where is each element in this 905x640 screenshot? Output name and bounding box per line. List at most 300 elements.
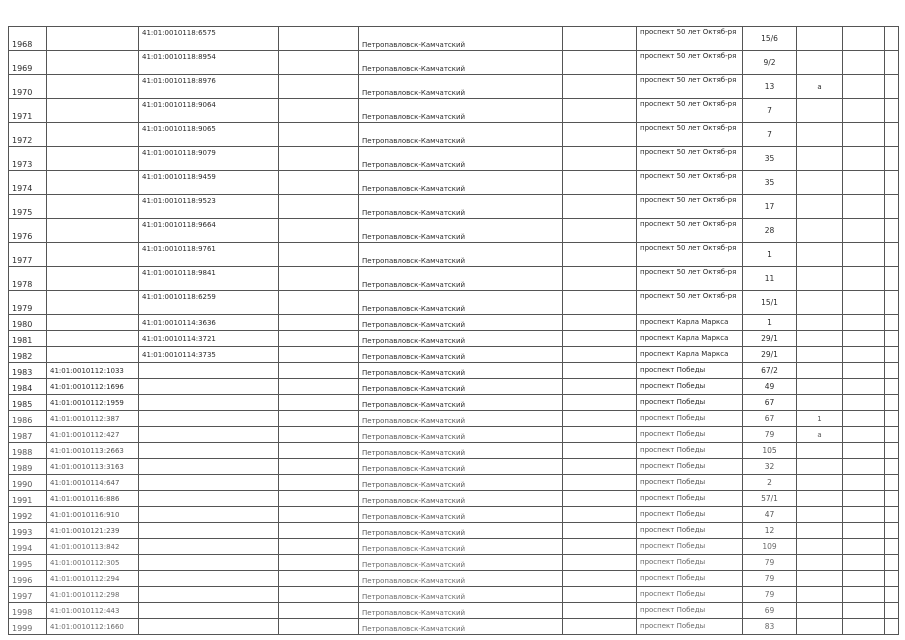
cadastral-number-b-cell: 41:01:0010118:9064: [139, 99, 279, 123]
cadastral-number-b-cell: 41:01:0010118:9841: [139, 267, 279, 291]
cadastral-number-a-cell: 41:01:0010112:1696: [47, 379, 139, 395]
empty-cell: [885, 507, 899, 523]
empty-cell: [843, 491, 885, 507]
empty-cell: [563, 555, 637, 571]
empty-cell: [279, 331, 359, 347]
letter-cell: [797, 51, 843, 75]
row-number-cell: 1971: [9, 99, 47, 123]
empty-cell: [885, 195, 899, 219]
street-cell: проспект Победы: [637, 619, 743, 635]
table-row: [9, 291, 899, 315]
empty-cell: [843, 291, 885, 315]
empty-cell: [279, 123, 359, 147]
cadastral-number-b-cell: [139, 539, 279, 555]
cadastral-number-a-cell: 41:01:0010116:886: [47, 491, 139, 507]
street-cell: проспект 50 лет Октяб-ря: [637, 171, 743, 195]
table-body: [9, 27, 899, 635]
empty-cell: [563, 219, 637, 243]
empty-cell: [279, 507, 359, 523]
house-number-cell: 15/1: [743, 291, 797, 315]
table-row: [9, 475, 899, 491]
row-number-cell: 1991: [9, 491, 47, 507]
letter-cell: [797, 27, 843, 51]
cadastral-number-a-cell: 41:01:0010112:305: [47, 555, 139, 571]
row-number-cell: 1992: [9, 507, 47, 523]
table-row: [9, 27, 899, 51]
row-number-cell: 1976: [9, 219, 47, 243]
cadastral-number-a-cell: 41:01:0010112:427: [47, 427, 139, 443]
table-row: [9, 347, 899, 363]
house-number-cell: 17: [743, 195, 797, 219]
cadastral-number-b-cell: 41:01:0010118:9761: [139, 243, 279, 267]
table-row: [9, 571, 899, 587]
row-number-cell: 1978: [9, 267, 47, 291]
street-cell: проспект Победы: [637, 411, 743, 427]
city-cell: Петропавловск-Камчатский: [359, 51, 563, 75]
cadastral-number-a-cell: [47, 347, 139, 363]
empty-cell: [563, 475, 637, 491]
empty-cell: [885, 603, 899, 619]
table-row: [9, 75, 899, 99]
empty-cell: [843, 571, 885, 587]
cadastral-number-a-cell: [47, 243, 139, 267]
empty-cell: [279, 171, 359, 195]
empty-cell: [885, 243, 899, 267]
empty-cell: [885, 291, 899, 315]
empty-cell: [843, 51, 885, 75]
house-number-cell: 35: [743, 171, 797, 195]
cadastral-number-b-cell: [139, 427, 279, 443]
empty-cell: [885, 395, 899, 411]
empty-cell: [885, 363, 899, 379]
empty-cell: [843, 331, 885, 347]
table-row: [9, 619, 899, 635]
row-number-cell: 1988: [9, 443, 47, 459]
cadastral-number-b-cell: 41:01:0010118:9065: [139, 123, 279, 147]
row-number-cell: 1979: [9, 291, 47, 315]
empty-cell: [563, 379, 637, 395]
house-number-cell: 11: [743, 267, 797, 291]
empty-cell: [279, 219, 359, 243]
cadastral-number-b-cell: [139, 555, 279, 571]
house-number-cell: 67: [743, 395, 797, 411]
house-number-cell: 109: [743, 539, 797, 555]
street-cell: проспект Победы: [637, 539, 743, 555]
empty-cell: [279, 555, 359, 571]
address-register-table: [8, 26, 899, 635]
empty-cell: [885, 443, 899, 459]
street-cell: проспект 50 лет Октяб-ря: [637, 267, 743, 291]
empty-cell: [563, 51, 637, 75]
street-cell: проспект Победы: [637, 491, 743, 507]
empty-cell: [885, 51, 899, 75]
cadastral-number-a-cell: [47, 331, 139, 347]
cadastral-number-a-cell: 41:01:0010113:2663: [47, 443, 139, 459]
empty-cell: [885, 315, 899, 331]
cadastral-number-b-cell: 41:01:0010118:8954: [139, 51, 279, 75]
letter-cell: [797, 267, 843, 291]
cadastral-number-a-cell: [47, 123, 139, 147]
empty-cell: [563, 347, 637, 363]
cadastral-number-b-cell: 41:01:0010114:3735: [139, 347, 279, 363]
row-number-cell: 1972: [9, 123, 47, 147]
house-number-cell: 13: [743, 75, 797, 99]
empty-cell: [279, 427, 359, 443]
table-row: [9, 555, 899, 571]
empty-cell: [279, 347, 359, 363]
empty-cell: [563, 619, 637, 635]
cadastral-number-a-cell: [47, 267, 139, 291]
empty-cell: [843, 411, 885, 427]
empty-cell: [843, 443, 885, 459]
row-number-cell: 1990: [9, 475, 47, 491]
street-cell: проспект 50 лет Октяб-ря: [637, 147, 743, 171]
empty-cell: [279, 291, 359, 315]
letter-cell: [797, 99, 843, 123]
street-cell: проспект 50 лет Октяб-ря: [637, 99, 743, 123]
letter-cell: [797, 571, 843, 587]
street-cell: проспект Карла Маркса: [637, 347, 743, 363]
city-cell: Петропавловск-Камчатский: [359, 411, 563, 427]
house-number-cell: 35: [743, 147, 797, 171]
empty-cell: [843, 267, 885, 291]
house-number-cell: 1: [743, 315, 797, 331]
cadastral-number-a-cell: [47, 27, 139, 51]
letter-cell: [797, 395, 843, 411]
table-row: [9, 443, 899, 459]
city-cell: Петропавловск-Камчатский: [359, 331, 563, 347]
table-row: [9, 267, 899, 291]
cadastral-number-b-cell: [139, 443, 279, 459]
street-cell: проспект 50 лет Октяб-ря: [637, 291, 743, 315]
cadastral-number-a-cell: [47, 147, 139, 171]
table-row: [9, 147, 899, 171]
street-cell: проспект Победы: [637, 459, 743, 475]
cadastral-number-b-cell: 41:01:0010118:9079: [139, 147, 279, 171]
house-number-cell: 2: [743, 475, 797, 491]
city-cell: Петропавловск-Камчатский: [359, 347, 563, 363]
street-cell: проспект 50 лет Октяб-ря: [637, 219, 743, 243]
table-row: [9, 363, 899, 379]
cadastral-number-b-cell: [139, 619, 279, 635]
empty-cell: [279, 51, 359, 75]
house-number-cell: 67: [743, 411, 797, 427]
letter-cell: [797, 443, 843, 459]
row-number-cell: 1985: [9, 395, 47, 411]
cadastral-number-a-cell: [47, 75, 139, 99]
empty-cell: [843, 395, 885, 411]
city-cell: Петропавловск-Камчатский: [359, 555, 563, 571]
letter-cell: а: [797, 427, 843, 443]
cadastral-number-a-cell: 41:01:0010112:1660: [47, 619, 139, 635]
cadastral-number-a-cell: [47, 99, 139, 123]
cadastral-number-a-cell: 41:01:0010112:1959: [47, 395, 139, 411]
city-cell: Петропавловск-Камчатский: [359, 291, 563, 315]
city-cell: Петропавловск-Камчатский: [359, 315, 563, 331]
cadastral-number-a-cell: 41:01:0010113:3163: [47, 459, 139, 475]
empty-cell: [279, 379, 359, 395]
table-row: [9, 395, 899, 411]
row-number-cell: 1995: [9, 555, 47, 571]
house-number-cell: 7: [743, 123, 797, 147]
empty-cell: [279, 459, 359, 475]
row-number-cell: 1984: [9, 379, 47, 395]
row-number-cell: 1986: [9, 411, 47, 427]
table-row: [9, 411, 899, 427]
city-cell: Петропавловск-Камчатский: [359, 195, 563, 219]
table-row: [9, 523, 899, 539]
cadastral-number-b-cell: 41:01:0010114:3636: [139, 315, 279, 331]
city-cell: Петропавловск-Камчатский: [359, 267, 563, 291]
empty-cell: [843, 587, 885, 603]
house-number-cell: 15/6: [743, 27, 797, 51]
cadastral-number-b-cell: 41:01:0010118:8976: [139, 75, 279, 99]
table-row: [9, 491, 899, 507]
empty-cell: [279, 411, 359, 427]
cadastral-number-b-cell: [139, 379, 279, 395]
empty-cell: [279, 27, 359, 51]
empty-cell: [885, 331, 899, 347]
cadastral-number-a-cell: 41:01:0010121:239: [47, 523, 139, 539]
empty-cell: [563, 315, 637, 331]
cadastral-number-a-cell: [47, 171, 139, 195]
table-row: [9, 587, 899, 603]
cadastral-number-a-cell: [47, 315, 139, 331]
empty-cell: [563, 443, 637, 459]
street-cell: проспект Победы: [637, 571, 743, 587]
empty-cell: [843, 171, 885, 195]
cadastral-number-b-cell: 41:01:0010118:6259: [139, 291, 279, 315]
street-cell: проспект 50 лет Октяб-ря: [637, 123, 743, 147]
cadastral-number-a-cell: [47, 219, 139, 243]
house-number-cell: 49: [743, 379, 797, 395]
city-cell: Петропавловск-Камчатский: [359, 363, 563, 379]
house-number-cell: 57/1: [743, 491, 797, 507]
street-cell: проспект Победы: [637, 475, 743, 491]
cadastral-number-b-cell: 41:01:0010118:9664: [139, 219, 279, 243]
letter-cell: [797, 523, 843, 539]
city-cell: Петропавловск-Камчатский: [359, 507, 563, 523]
table-row: [9, 427, 899, 443]
empty-cell: [885, 219, 899, 243]
letter-cell: [797, 315, 843, 331]
cadastral-number-b-cell: [139, 571, 279, 587]
table-row: [9, 603, 899, 619]
cadastral-number-a-cell: 41:01:0010112:294: [47, 571, 139, 587]
empty-cell: [279, 195, 359, 219]
house-number-cell: 1: [743, 243, 797, 267]
empty-cell: [563, 507, 637, 523]
empty-cell: [885, 267, 899, 291]
cadastral-number-b-cell: [139, 603, 279, 619]
table-row: [9, 379, 899, 395]
empty-cell: [563, 427, 637, 443]
letter-cell: [797, 123, 843, 147]
row-number-cell: 1983: [9, 363, 47, 379]
cadastral-number-a-cell: 41:01:0010112:298: [47, 587, 139, 603]
letter-cell: [797, 459, 843, 475]
letter-cell: 1: [797, 411, 843, 427]
table-row: [9, 331, 899, 347]
letter-cell: [797, 507, 843, 523]
house-number-cell: 79: [743, 427, 797, 443]
empty-cell: [279, 99, 359, 123]
cadastral-number-b-cell: [139, 475, 279, 491]
street-cell: проспект Победы: [637, 379, 743, 395]
empty-cell: [843, 539, 885, 555]
cadastral-number-a-cell: 41:01:0010112:387: [47, 411, 139, 427]
cadastral-number-a-cell: [47, 51, 139, 75]
city-cell: Петропавловск-Камчатский: [359, 459, 563, 475]
empty-cell: [279, 571, 359, 587]
empty-cell: [563, 99, 637, 123]
empty-cell: [885, 555, 899, 571]
empty-cell: [279, 491, 359, 507]
empty-cell: [885, 523, 899, 539]
empty-cell: [885, 427, 899, 443]
empty-cell: [885, 587, 899, 603]
empty-cell: [279, 75, 359, 99]
street-cell: проспект Победы: [637, 363, 743, 379]
table-row: [9, 315, 899, 331]
cadastral-number-b-cell: [139, 523, 279, 539]
street-cell: проспект Победы: [637, 603, 743, 619]
empty-cell: [563, 587, 637, 603]
empty-cell: [843, 99, 885, 123]
empty-cell: [563, 571, 637, 587]
city-cell: Петропавловск-Камчатский: [359, 219, 563, 243]
street-cell: проспект Победы: [637, 427, 743, 443]
empty-cell: [563, 27, 637, 51]
table-row: [9, 171, 899, 195]
empty-cell: [563, 291, 637, 315]
letter-cell: [797, 219, 843, 243]
empty-cell: [843, 195, 885, 219]
cadastral-number-b-cell: 41:01:0010118:6575: [139, 27, 279, 51]
empty-cell: [563, 195, 637, 219]
house-number-cell: 69: [743, 603, 797, 619]
table-row: [9, 51, 899, 75]
row-number-cell: 1981: [9, 331, 47, 347]
letter-cell: [797, 475, 843, 491]
city-cell: Петропавловск-Камчатский: [359, 379, 563, 395]
letter-cell: [797, 603, 843, 619]
letter-cell: [797, 347, 843, 363]
row-number-cell: 1996: [9, 571, 47, 587]
letter-cell: [797, 291, 843, 315]
empty-cell: [563, 395, 637, 411]
city-cell: Петропавловск-Камчатский: [359, 99, 563, 123]
empty-cell: [843, 243, 885, 267]
empty-cell: [885, 411, 899, 427]
empty-cell: [279, 587, 359, 603]
cadastral-number-a-cell: 41:01:0010112:443: [47, 603, 139, 619]
empty-cell: [885, 571, 899, 587]
cadastral-number-b-cell: [139, 395, 279, 411]
empty-cell: [885, 491, 899, 507]
letter-cell: [797, 331, 843, 347]
city-cell: Петропавловск-Камчатский: [359, 571, 563, 587]
row-number-cell: 1977: [9, 243, 47, 267]
city-cell: Петропавловск-Камчатский: [359, 75, 563, 99]
empty-cell: [843, 147, 885, 171]
empty-cell: [843, 27, 885, 51]
street-cell: проспект Победы: [637, 587, 743, 603]
table-row: [9, 219, 899, 243]
house-number-cell: 67/2: [743, 363, 797, 379]
city-cell: Петропавловск-Камчатский: [359, 443, 563, 459]
cadastral-number-b-cell: [139, 411, 279, 427]
row-number-cell: 1973: [9, 147, 47, 171]
cadastral-number-b-cell: [139, 491, 279, 507]
row-number-cell: 1974: [9, 171, 47, 195]
city-cell: Петропавловск-Камчатский: [359, 27, 563, 51]
empty-cell: [843, 555, 885, 571]
letter-cell: [797, 587, 843, 603]
street-cell: проспект 50 лет Октяб-ря: [637, 51, 743, 75]
cadastral-number-a-cell: [47, 291, 139, 315]
empty-cell: [279, 619, 359, 635]
letter-cell: [797, 171, 843, 195]
empty-cell: [885, 171, 899, 195]
empty-cell: [563, 491, 637, 507]
house-number-cell: 32: [743, 459, 797, 475]
empty-cell: [279, 267, 359, 291]
street-cell: проспект 50 лет Октяб-ря: [637, 27, 743, 51]
empty-cell: [279, 603, 359, 619]
city-cell: Петропавловск-Камчатский: [359, 123, 563, 147]
street-cell: проспект Победы: [637, 555, 743, 571]
city-cell: Петропавловск-Камчатский: [359, 427, 563, 443]
row-number-cell: 1997: [9, 587, 47, 603]
city-cell: Петропавловск-Камчатский: [359, 603, 563, 619]
empty-cell: [279, 539, 359, 555]
empty-cell: [843, 507, 885, 523]
empty-cell: [843, 475, 885, 491]
table-row: [9, 507, 899, 523]
empty-cell: [563, 603, 637, 619]
street-cell: проспект Победы: [637, 523, 743, 539]
city-cell: Петропавловск-Камчатский: [359, 147, 563, 171]
empty-cell: [885, 123, 899, 147]
house-number-cell: 79: [743, 587, 797, 603]
empty-cell: [885, 347, 899, 363]
cadastral-number-a-cell: 41:01:0010112:1033: [47, 363, 139, 379]
city-cell: Петропавловск-Камчатский: [359, 395, 563, 411]
house-number-cell: 79: [743, 555, 797, 571]
house-number-cell: 7: [743, 99, 797, 123]
empty-cell: [563, 363, 637, 379]
table-row: [9, 195, 899, 219]
empty-cell: [279, 243, 359, 267]
row-number-cell: 1968: [9, 27, 47, 51]
empty-cell: [885, 619, 899, 635]
cadastral-number-a-cell: 41:01:0010114:647: [47, 475, 139, 491]
house-number-cell: 9/2: [743, 51, 797, 75]
street-cell: проспект Победы: [637, 395, 743, 411]
street-cell: проспект Победы: [637, 443, 743, 459]
cadastral-number-b-cell: [139, 507, 279, 523]
empty-cell: [885, 147, 899, 171]
empty-cell: [843, 75, 885, 99]
row-number-cell: 1998: [9, 603, 47, 619]
row-number-cell: 1993: [9, 523, 47, 539]
empty-cell: [279, 475, 359, 491]
letter-cell: [797, 539, 843, 555]
city-cell: Петропавловск-Камчатский: [359, 619, 563, 635]
cadastral-number-b-cell: [139, 363, 279, 379]
row-number-cell: 1970: [9, 75, 47, 99]
